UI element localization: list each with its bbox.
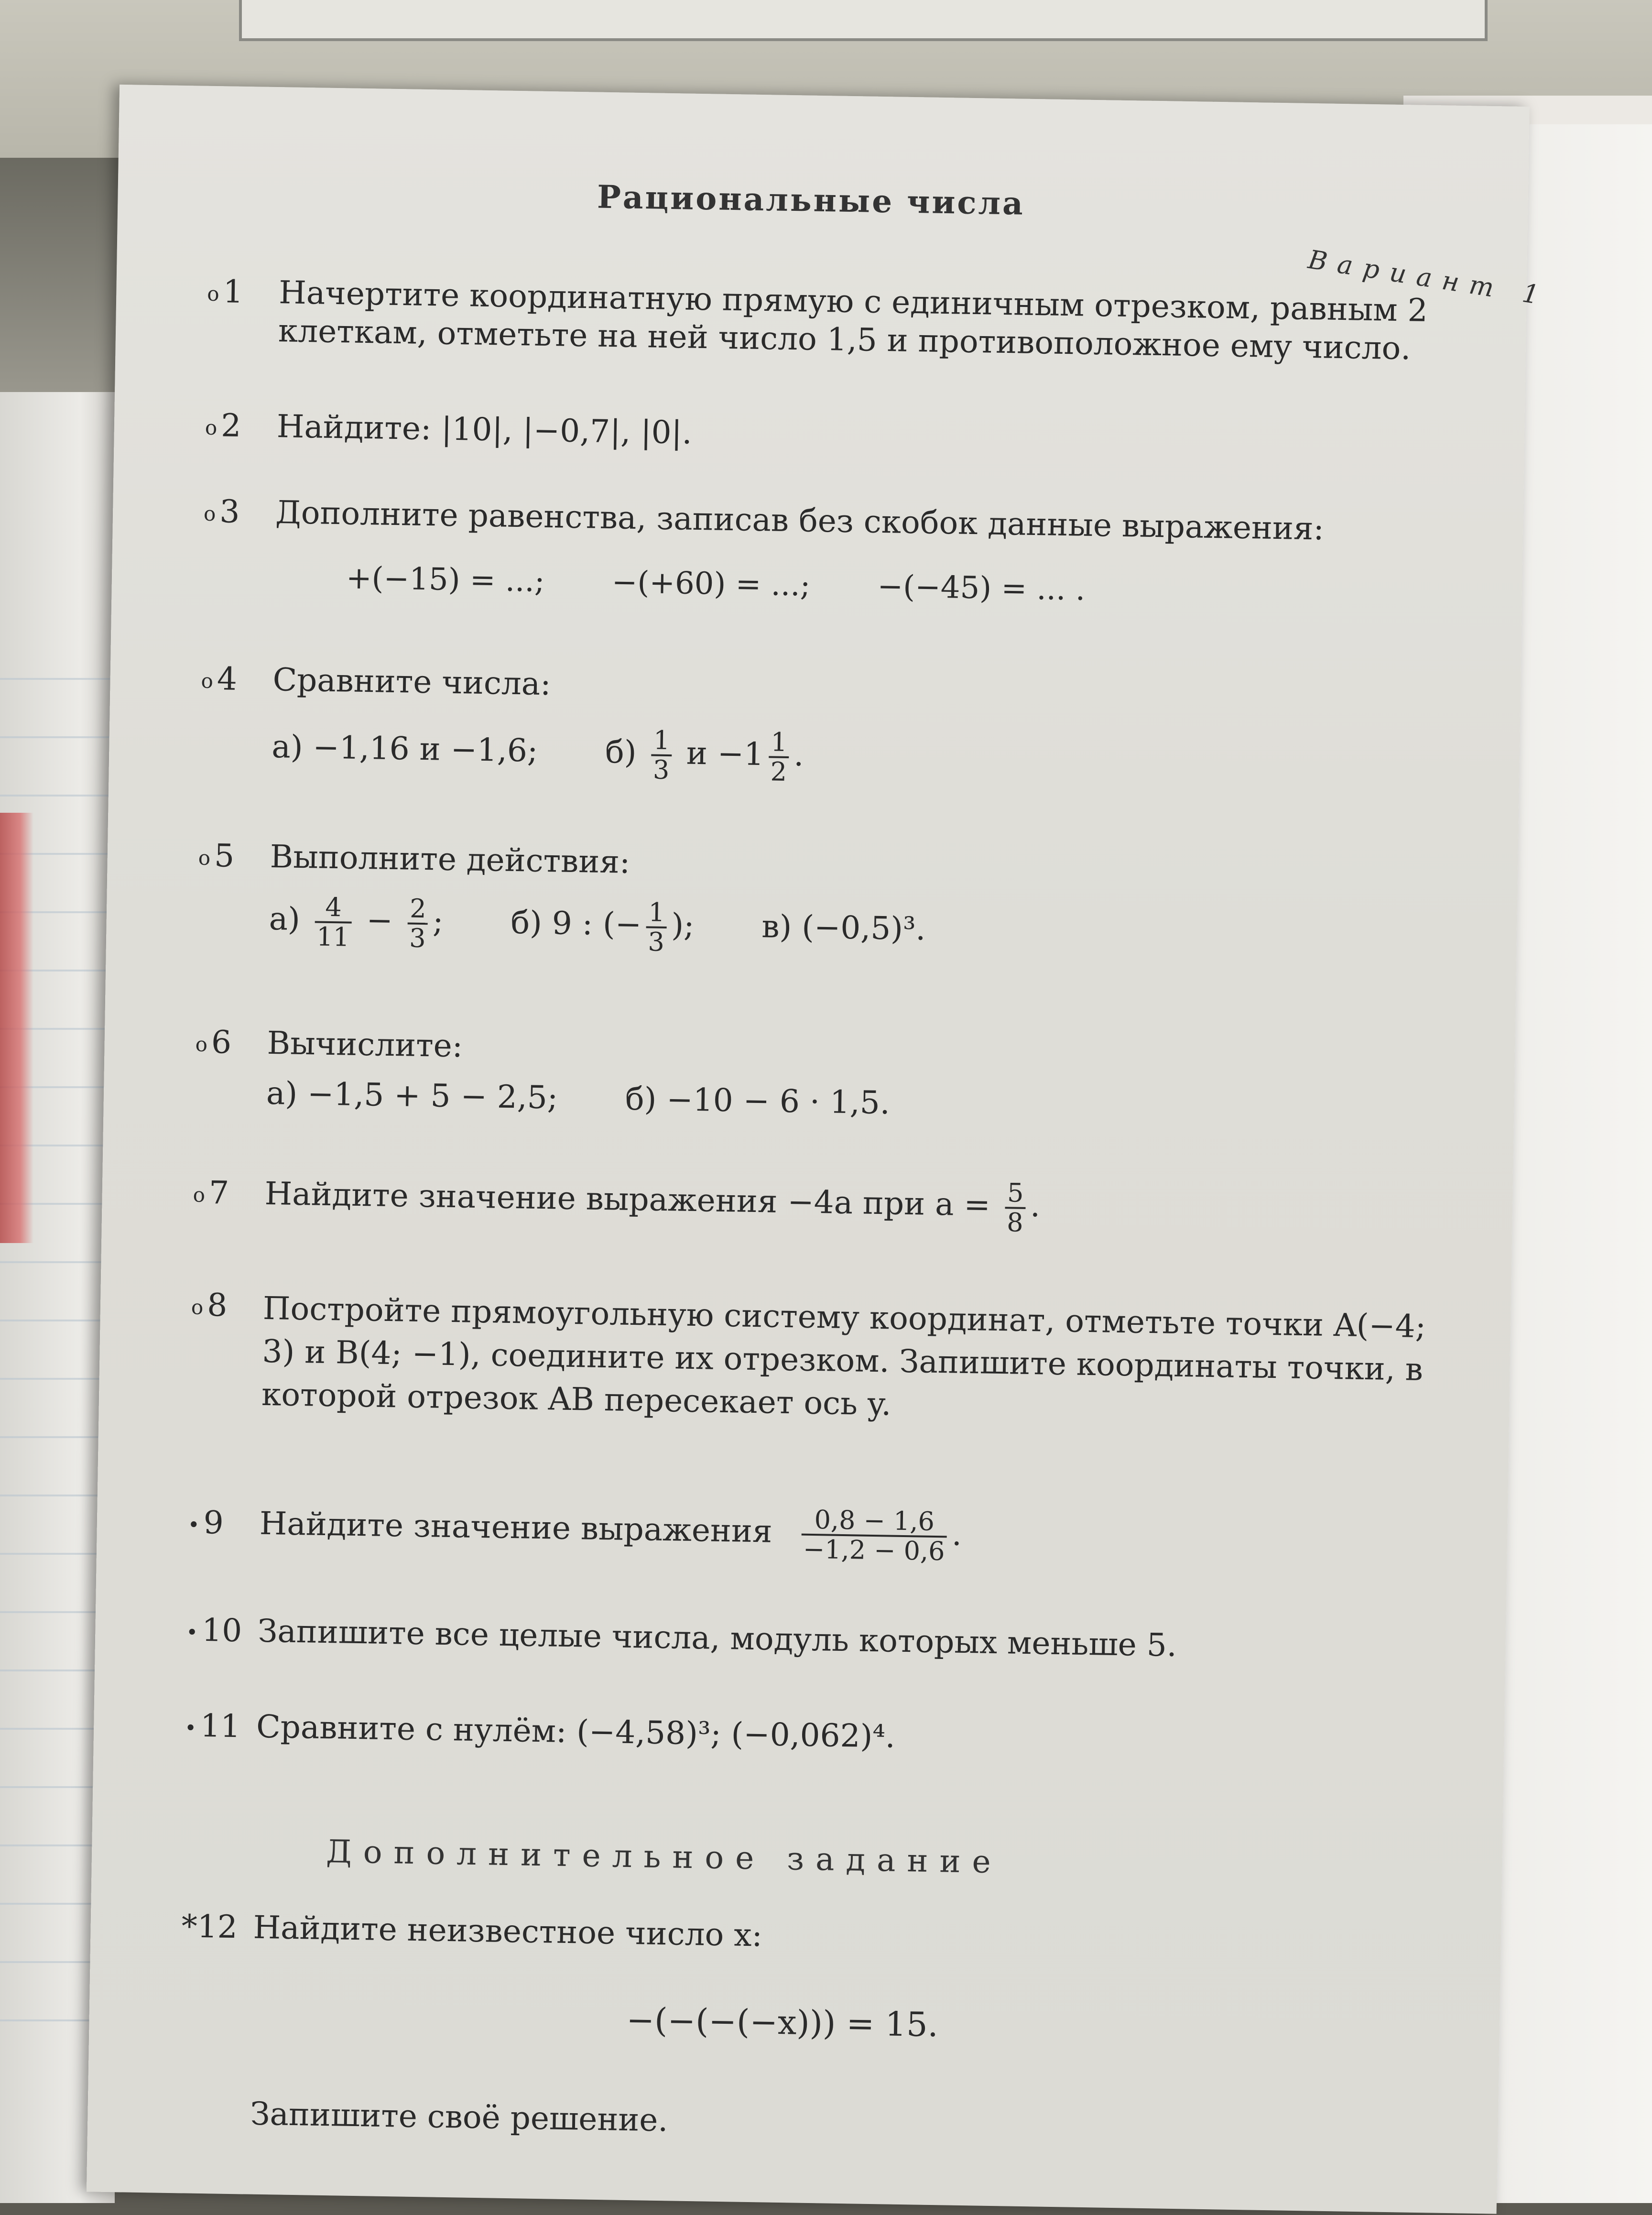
task-marker: • [187,1513,200,1537]
task-4-parts: а) −1,16 и −1,6; б) $\frac{1}{3}$ и −1 $\frac{1}{2}$ . [271,725,804,787]
task-6 [194,1023,1515,1132]
task-text: Найдите значение выражения [259,1505,773,1550]
task-1 [206,273,1527,370]
task-number: 5 [214,837,235,874]
task-text: Выполните действия: [270,838,630,881]
extra-heading: Дополнительное задание [326,1833,1003,1881]
operator: − [366,902,393,939]
task-number: *12 [181,1908,238,1946]
part-a-label: а) [269,900,301,938]
part-a: а) −1,5 + 5 − 2,5; [266,1074,558,1116]
equation: −(−(−(−x))) = 15. [626,2000,939,2045]
task-2 [205,406,1524,468]
task-number: 1 [223,273,244,310]
page-title: Рациональные числа [597,178,1025,222]
expression: −(+60) = ...; [611,565,811,603]
variant-label: Вариант 1 [1306,244,1552,312]
fraction: $\frac{5}{8}$ [1005,1179,1026,1237]
fraction: $\frac{1}{3}$ [651,726,672,784]
task-3 [202,492,1523,616]
task-number: 11 [200,1707,241,1745]
task-8 [189,1286,1511,1436]
background-paper-strip [239,0,1488,41]
task-6-parts [194,1073,1514,1132]
task-text: Начертите координатную прямую с единичным отрезком, равным 2 клеткам, отметьте на ней число 1,5 и противоположное ему число. [278,274,1428,367]
fraction: $\frac{0,8 - 1,6}{-1,2 - 0,6}$ [801,1506,947,1566]
part-a: а) −1,16 и −1,6; [271,728,538,769]
fraction: $\frac{1}{3}$ [646,898,667,956]
task-5-parts: а) $\frac{4}{11}$ − $\frac{2}{3}$ ; б) 9 : (− $\frac{1}{3}$ ); в) (−0,5)³. [269,892,926,957]
task-number: 3 [219,493,240,530]
task-marker: о [191,1295,204,1319]
task-number: 6 [211,1024,232,1061]
task-number: 7 [208,1174,229,1211]
task-number: 8 [206,1287,228,1324]
task-marker: о [193,1183,206,1207]
solution-note: Запишите своё решение. [250,2095,669,2139]
task-10 [186,1611,1506,1672]
task-marker: о [205,415,217,440]
part-b-text: и −1 [686,734,764,773]
task-marker: • [184,1716,197,1740]
task-number: 4 [217,660,238,698]
part-b-end: ); [671,906,695,944]
task-4 [199,660,1521,797]
worksheet-content [178,129,1552,2181]
task-12 [181,1907,1501,1966]
task-text: Дополните равенства, записав без скобок данные выражения: [275,494,1325,547]
task-marker: о [206,282,220,306]
task-marker: о [195,1032,208,1056]
part-c: в) (−0,5)³. [761,908,926,948]
task-7: о 7 Найдите значение выражения −4a при a = $\frac{5}{8}$ . [193,1174,1041,1238]
task-marker: о [201,669,214,693]
background-left-shadow [0,158,124,406]
task-text: Найдите значение выражения −4a при a = [264,1175,991,1223]
task-text: Постройте прямоугольную систему координат, отметьте точки A(−4; 3) и B(4; −1), соедините их отрезком. Запишите координаты точки, в которой отрезок AB пересекает ось y. [261,1289,1426,1423]
part-b-label: б) [605,733,637,771]
task-text: Запишите все целые числа, модуль которых меньше 5. [257,1612,1177,1664]
task-marker: о [203,502,216,526]
part-b-text: б) 9 : (− [510,904,642,943]
part-b: б) −10 − 6 · 1,5. [625,1080,891,1122]
task-text: Вычислите: [267,1024,463,1065]
task-text: Найдите: |10|, |−0,7|, |0|. [276,408,693,451]
fraction: $\frac{2}{3}$ [407,895,428,953]
fraction: $\frac{4}{11}$ [315,893,352,951]
task-text: Сравните с нулём: (−4,58)³; (−0,062)⁴. [256,1708,896,1755]
task-marker: • [185,1620,198,1644]
task-number: 9 [203,1504,224,1541]
task-number: 2 [220,407,241,444]
task-3-expressions [202,557,1522,616]
task-11 [185,1706,1504,1768]
expression: −(−45) = ... . [877,568,1086,608]
background-red-object [0,813,33,1243]
task-marker: о [198,846,211,870]
worksheet-page [87,85,1552,2214]
task-text: Найдите неизвестное число x: [253,1909,763,1954]
fraction: $\frac{1}{2}$ [768,728,789,786]
task-5 [197,837,1518,970]
task-9: • 9 Найдите значение выражения $\frac{0,8 - 1,6}{-1,2 - 0,6}$ . [187,1504,962,1567]
task-number: 10 [201,1611,242,1649]
task-text: Сравните числа: [272,661,552,703]
expression: +(−15) = ...; [346,560,545,599]
